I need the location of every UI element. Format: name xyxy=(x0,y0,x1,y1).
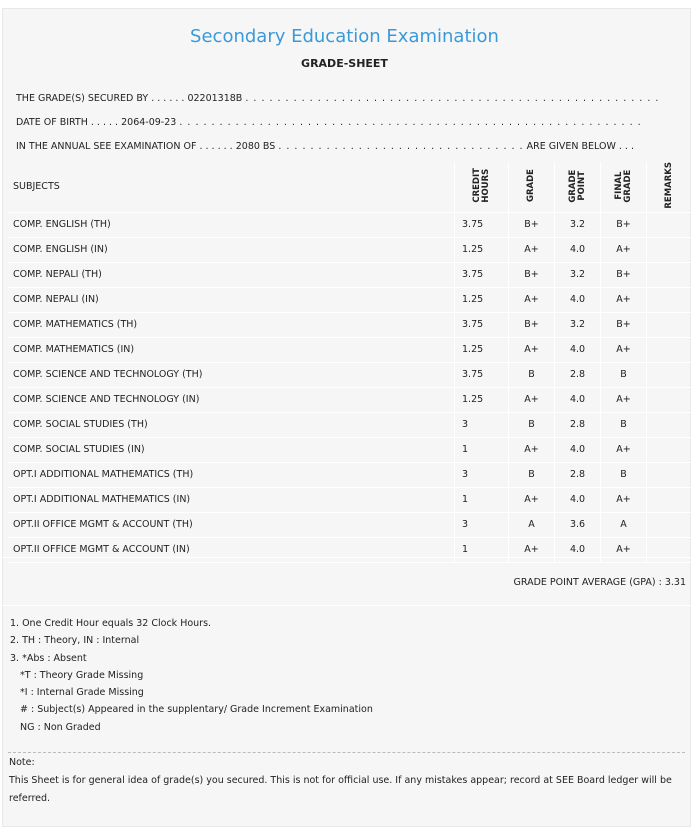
table-row xyxy=(8,537,691,562)
dot-leader: . . . . . . . . . . . . . . . . . . . . . . . . . . . . . . . xyxy=(278,141,524,152)
grade-cell: B xyxy=(509,462,555,487)
grade-point-cell: 2.8 xyxy=(555,462,601,487)
credit-hours-cell: 3 xyxy=(455,512,509,537)
grade-cell: B+ xyxy=(509,212,555,237)
subject-cell: COMP. SOCIAL STUDIES (IN) xyxy=(8,437,455,462)
grade-point-cell: 4.0 xyxy=(555,387,601,412)
subject-cell: OPT.I ADDITIONAL MATHEMATICS (IN) xyxy=(8,487,455,512)
final-grade-cell: B+ xyxy=(601,262,647,287)
grade-cell: B xyxy=(509,362,555,387)
subject-cell: OPT.I ADDITIONAL MATHEMATICS (TH) xyxy=(8,462,455,487)
legend-item: *T : Theory Grade Missing xyxy=(20,669,144,681)
note-title: Note: xyxy=(9,757,35,768)
remarks-cell xyxy=(647,337,692,362)
final-grade-cell: B+ xyxy=(601,212,647,237)
final-grade-cell: B xyxy=(601,462,647,487)
subject-cell: COMP. MATHEMATICS (IN) xyxy=(8,337,455,362)
grade-point-cell: 4.0 xyxy=(555,237,601,262)
table-header-row xyxy=(8,162,691,212)
grade-point-cell: 4.0 xyxy=(555,487,601,512)
table-row xyxy=(8,462,691,487)
credit-hours-cell: 3.75 xyxy=(455,312,509,337)
info-exam xyxy=(16,141,634,152)
subject-cell: OPT.II OFFICE MGMT & ACCOUNT (IN) xyxy=(8,537,455,562)
subject-cell: COMP. MATHEMATICS (TH) xyxy=(8,312,455,337)
remarks-cell xyxy=(647,287,692,312)
remarks-cell xyxy=(647,512,692,537)
grade-cell: A+ xyxy=(509,387,555,412)
final-grade-cell: A+ xyxy=(601,387,647,412)
final-grade-cell: A+ xyxy=(601,487,647,512)
remarks-cell xyxy=(647,537,692,562)
legend-item: *I : Internal Grade Missing xyxy=(20,687,144,699)
remarks-cell xyxy=(647,487,692,512)
subject-cell: OPT.II OFFICE MGMT & ACCOUNT (TH) xyxy=(8,512,455,537)
grade-cell: A xyxy=(509,512,555,537)
gpa-label: GRADE POINT AVERAGE (GPA) : xyxy=(513,577,662,588)
header-grade-point: GRADE POINT xyxy=(555,162,601,212)
final-grade-cell: A xyxy=(601,512,647,537)
grade-point-cell: 3.2 xyxy=(555,212,601,237)
secured-by-label: THE GRADE(S) SECURED BY . . . . . . xyxy=(16,93,185,104)
grade-point-cell: 4.0 xyxy=(555,537,601,562)
subject-cell: COMP. ENGLISH (IN) xyxy=(8,237,455,262)
grade-point-cell: 2.8 xyxy=(555,412,601,437)
grade-point-cell: 3.6 xyxy=(555,512,601,537)
final-grade-cell: A+ xyxy=(601,287,647,312)
dob-label: DATE OF BIRTH . . . . . xyxy=(16,117,119,128)
credit-hours-cell: 3.75 xyxy=(455,262,509,287)
dot-leader: . . . . . . . . . . . . . . . . . . . . . . . . . . . . . . . . . . . . . . . . . . . . . . . . . . . . xyxy=(245,93,660,104)
table-row xyxy=(8,512,691,537)
remarks-cell xyxy=(647,262,692,287)
subject-cell: COMP. NEPALI (TH) xyxy=(8,262,455,287)
grade-cell: A+ xyxy=(509,437,555,462)
final-grade-cell: B xyxy=(601,362,647,387)
grade-point-cell: 2.8 xyxy=(555,362,601,387)
exam-value: 2080 BS xyxy=(235,141,276,152)
header-credit-hours: CREDIT HOURS xyxy=(455,162,509,212)
table-row xyxy=(8,337,691,362)
grade-cell: B+ xyxy=(509,312,555,337)
grade-point-cell: 4.0 xyxy=(555,287,601,312)
legend-item: 1. One Credit Hour equals 32 Clock Hours. xyxy=(10,618,212,629)
remarks-cell xyxy=(647,412,692,437)
table-row xyxy=(8,262,691,287)
subject-cell: COMP. SCIENCE AND TECHNOLOGY (TH) xyxy=(8,362,455,387)
info-secured-by xyxy=(16,93,659,104)
subject-cell: COMP. ENGLISH (TH) xyxy=(8,212,455,237)
table-row xyxy=(8,437,691,462)
credit-hours-cell: 1.25 xyxy=(455,337,509,362)
grade-point-cell: 4.0 xyxy=(555,437,601,462)
credit-hours-cell: 1 xyxy=(455,437,509,462)
credit-hours-cell: 1.25 xyxy=(455,237,509,262)
final-grade-cell: B+ xyxy=(601,312,647,337)
credit-hours-cell: 3.75 xyxy=(455,212,509,237)
gpa-value: 3.31 xyxy=(664,577,686,588)
secured-by-value: 02201318B xyxy=(187,93,243,104)
remarks-cell xyxy=(647,362,692,387)
legend-item: # : Subject(s) Appeared in the supplentary/ Grade Increment Examination xyxy=(20,704,373,716)
credit-hours-cell: 1.25 xyxy=(455,287,509,312)
credit-hours-cell: 1 xyxy=(455,487,509,512)
grade-cell: B+ xyxy=(509,262,555,287)
table-row xyxy=(8,237,691,262)
page-title: Secondary Education Examination xyxy=(190,26,499,47)
subject-cell: COMP. NEPALI (IN) xyxy=(8,287,455,312)
remarks-cell xyxy=(647,462,692,487)
grade-point-cell: 4.0 xyxy=(555,337,601,362)
final-grade-cell: A+ xyxy=(601,237,647,262)
remarks-cell xyxy=(647,387,692,412)
final-grade-cell: A+ xyxy=(601,337,647,362)
final-grade-cell: A+ xyxy=(601,537,647,562)
legend xyxy=(10,615,373,736)
grade-point-cell: 3.2 xyxy=(555,312,601,337)
remarks-cell xyxy=(647,212,692,237)
grade-cell: A+ xyxy=(509,537,555,562)
exam-label: IN THE ANNUAL SEE EXAMINATION OF . . . . . . xyxy=(16,141,233,152)
table-row xyxy=(8,212,691,237)
header-final-grade: FINAL GRADE xyxy=(601,162,647,212)
grade-point-cell: 3.2 xyxy=(555,262,601,287)
page-subtitle: GRADE-SHEET xyxy=(301,57,388,70)
remarks-cell xyxy=(647,312,692,337)
legend-item: 2. TH : Theory, IN : Internal xyxy=(10,635,140,647)
final-grade-cell: A+ xyxy=(601,437,647,462)
divider xyxy=(2,605,691,606)
gpa-summary xyxy=(514,577,686,588)
credit-hours-cell: 3 xyxy=(455,462,509,487)
table-row xyxy=(8,362,691,387)
remarks-cell xyxy=(647,237,692,262)
divider xyxy=(2,557,691,558)
header-subjects: SUBJECTS xyxy=(8,162,455,212)
grade-cell: A+ xyxy=(509,287,555,312)
grade-cell: A+ xyxy=(509,237,555,262)
header-remarks: REMARKS xyxy=(647,162,692,212)
table-row xyxy=(8,487,691,512)
dob-value: 2064-09-23 xyxy=(121,117,177,128)
legend-item: NG : Non Graded xyxy=(20,721,101,733)
credit-hours-cell: 3 xyxy=(455,412,509,437)
grade-cell: B xyxy=(509,412,555,437)
remarks-cell xyxy=(647,437,692,462)
table-row xyxy=(8,387,691,412)
subject-cell: COMP. SCIENCE AND TECHNOLOGY (IN) xyxy=(8,387,455,412)
exam-suffix: ARE GIVEN BELOW . . . xyxy=(526,141,634,152)
legend-item: 3. *Abs : Absent xyxy=(10,652,87,664)
grades-table xyxy=(8,162,691,563)
grade-cell: A+ xyxy=(509,337,555,362)
credit-hours-cell: 3.75 xyxy=(455,362,509,387)
dashed-divider xyxy=(8,752,685,753)
info-dob xyxy=(16,117,642,128)
dot-leader: . . . . . . . . . . . . . . . . . . . . . . . . . . . . . . . . . . . . . . . . . . . . . . . . . . . . . . . . . . xyxy=(179,117,642,128)
table-row xyxy=(8,412,691,437)
table-row xyxy=(8,287,691,312)
note-body: This Sheet is for general idea of grade(s) you secured. This is not for official use. If any mistakes appear; record at SEE Board ledger will be referred. xyxy=(9,775,672,804)
header-grade: GRADE xyxy=(509,162,555,212)
grade-cell: A+ xyxy=(509,487,555,512)
credit-hours-cell: 1 xyxy=(455,537,509,562)
table-row xyxy=(8,312,691,337)
final-grade-cell: B xyxy=(601,412,647,437)
subject-cell: COMP. SOCIAL STUDIES (TH) xyxy=(8,412,455,437)
credit-hours-cell: 1.25 xyxy=(455,387,509,412)
